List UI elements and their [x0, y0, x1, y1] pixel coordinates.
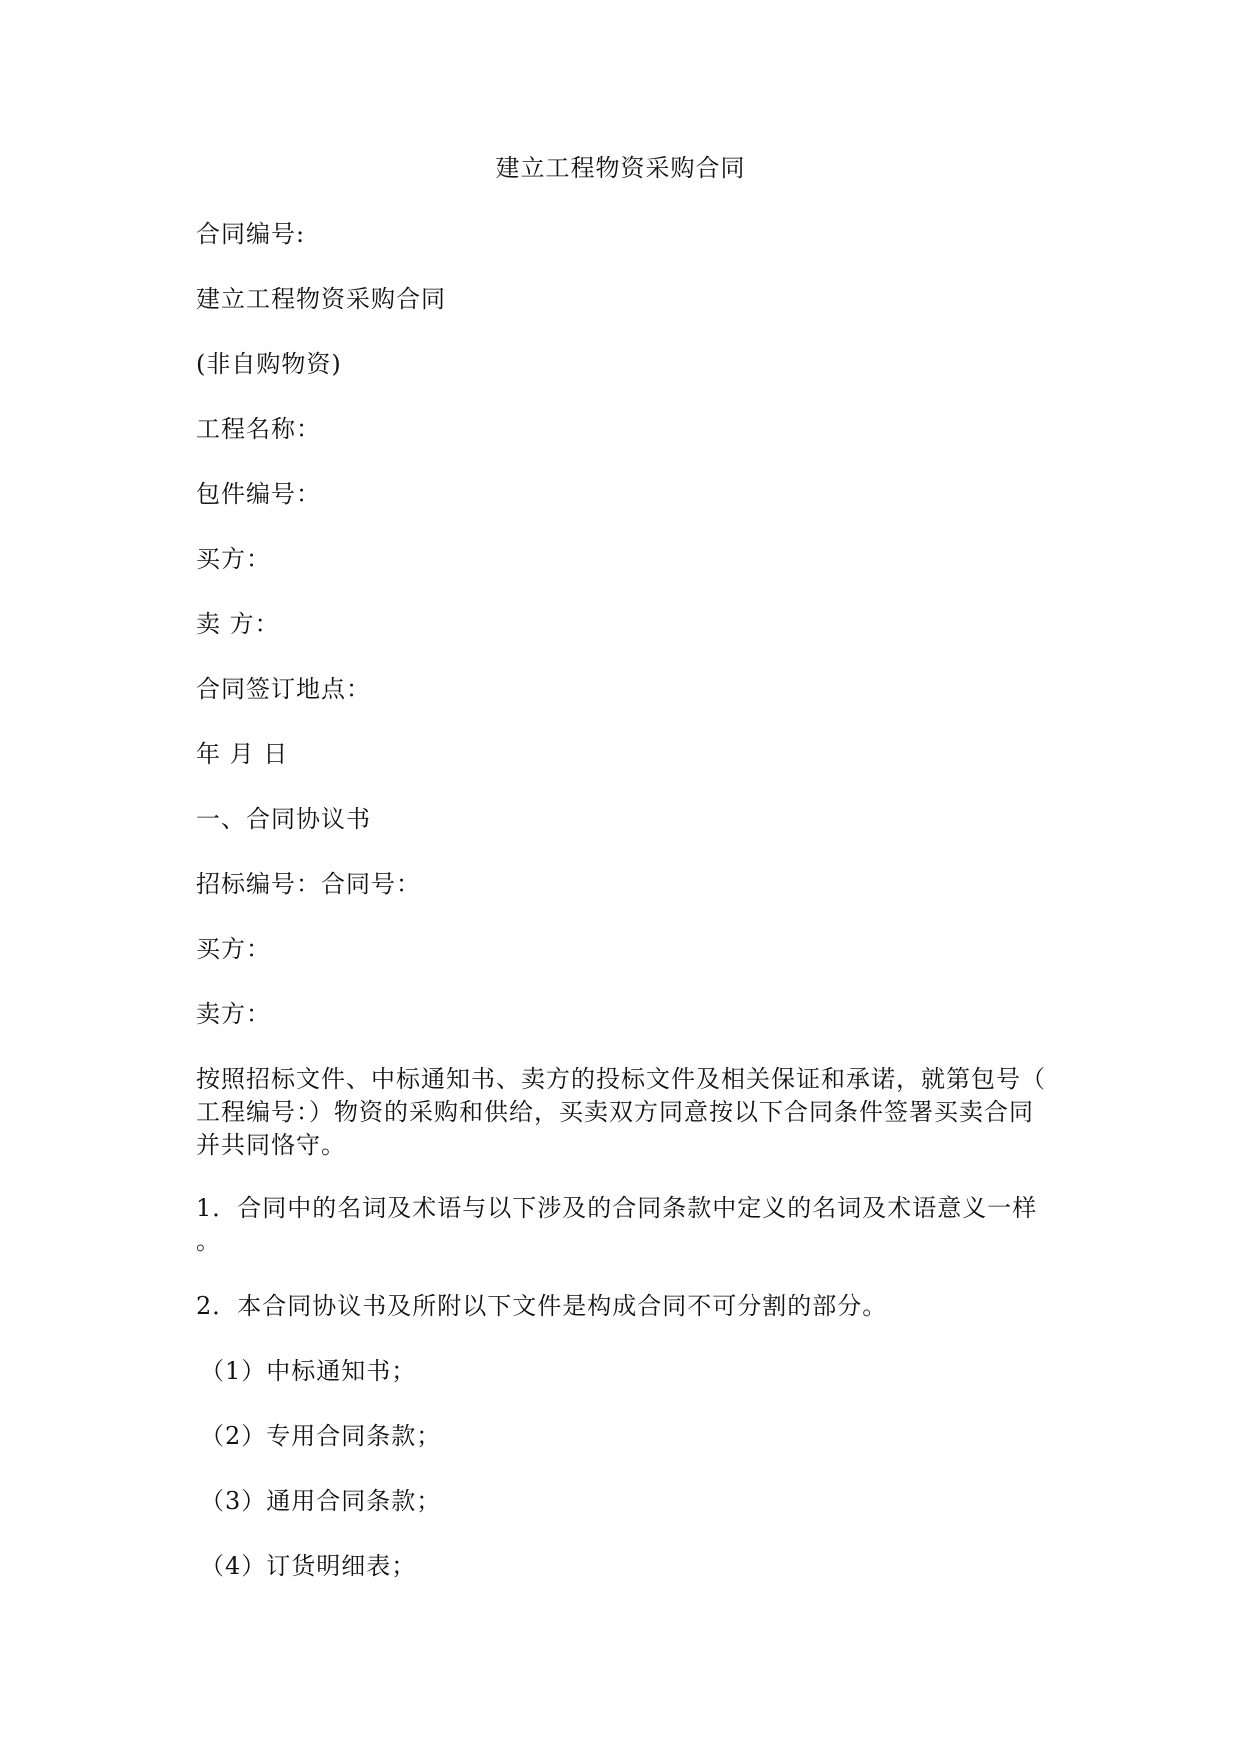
list-item: （3）通用合同条款； — [200, 1487, 442, 1515]
signing-place-line: 合同签订地点： — [196, 675, 371, 703]
intro-paragraph-line: 工程编号：）物资的采购和供给，买卖双方同意按以下合同条件签署买卖合同 — [196, 1098, 1034, 1126]
list-item: （1）中标通知书； — [200, 1357, 417, 1385]
seller-line: 卖 方： — [196, 610, 280, 638]
seller-line-2: 卖方： — [196, 1000, 271, 1028]
clause-1-line: 。 — [196, 1227, 221, 1255]
contract-name-line: 建立工程物资采购合同 — [196, 285, 446, 313]
clause-2: 2．本合同协议书及所附以下文件是构成合同不可分割的部分。 — [196, 1292, 888, 1320]
intro-paragraph-line: 并共同恪守。 — [196, 1131, 346, 1159]
project-name-line: 工程名称： — [196, 415, 321, 443]
buyer-line-2: 买方： — [196, 935, 271, 963]
package-number-line: 包件编号： — [196, 480, 321, 508]
clause-1 — [196, 1192, 1056, 1258]
intro-paragraph — [196, 1063, 1056, 1162]
non-self-purchase-line: (非自购物资) — [196, 350, 342, 378]
bid-number-line: 招标编号：合同号： — [196, 870, 421, 898]
buyer-line: 买方： — [196, 545, 271, 573]
contract-number-line: 合同编号: — [196, 220, 306, 248]
intro-paragraph-line: 按照招标文件、中标通知书、卖方的投标文件及相关保证和承诺，就第包号（ — [196, 1065, 1046, 1093]
date-line: 年 月 日 — [196, 740, 289, 768]
clause-1-line: 1．合同中的名词及术语与以下涉及的合同条款中定义的名词及术语意义一样 — [196, 1194, 1038, 1222]
list-item: （2）专用合同条款； — [200, 1422, 442, 1450]
list-item: （4）订货明细表； — [200, 1552, 417, 1580]
document-title: 建立工程物资采购合同 — [495, 154, 746, 182]
section-heading: 一、合同协议书 — [196, 805, 371, 833]
